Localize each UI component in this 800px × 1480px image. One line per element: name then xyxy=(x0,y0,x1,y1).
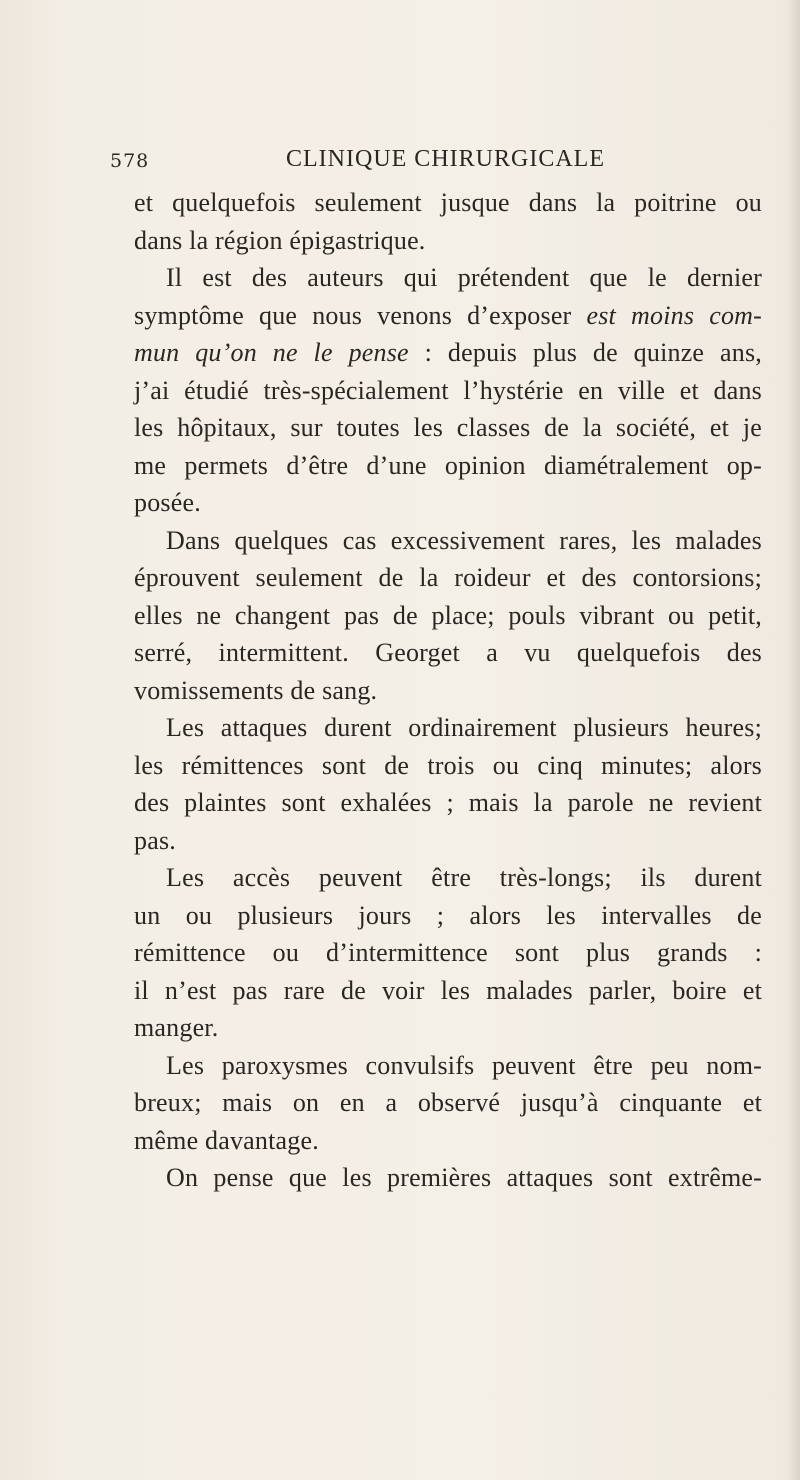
text-line: Les paroxysmes convulsifs peuvent être peu nom- xyxy=(166,1050,762,1080)
text-line: vomissements de sang. xyxy=(134,675,378,705)
text-line: pas. xyxy=(134,825,176,855)
text-line: elles ne changent pas de place; pouls vibrant ou petit, xyxy=(134,600,762,630)
text-line: Il est des auteurs qui prétendent que le dernier xyxy=(166,263,762,292)
text-line xyxy=(134,334,762,372)
text-line: manger. xyxy=(134,1013,219,1042)
text-line: breux; mais on en a observé jusqu’à cinquante et xyxy=(134,1088,762,1117)
text-line: rémittence ou d’intermittence sont plus grands : xyxy=(134,938,762,967)
text-line: les rémittences sont de trois ou cinq minutes; alors xyxy=(134,750,762,780)
text-line: des plaintes sont exhalées ; mais la parole ne revient xyxy=(134,788,762,817)
text-line: il n’est pas rare de voir les malades parler, boire et xyxy=(134,975,762,1005)
text-line: et quelquefois seulement jusque dans la poitrine ou xyxy=(134,188,762,217)
text-line: éprouvent seulement de la roideur et des contorsions; xyxy=(134,563,762,592)
body-text xyxy=(134,184,762,1197)
text-line: me permets d’être d’une opinion diamétralement op- xyxy=(134,450,762,480)
text-run: : depuis plus de quinze ans, xyxy=(408,338,762,367)
text-line: un ou plusieurs jours ; alors les intervalles de xyxy=(134,900,762,930)
text-line: Dans quelques cas excessivement rares, les malades xyxy=(166,525,762,555)
text-line: posée. xyxy=(134,488,201,517)
page-header xyxy=(110,140,760,180)
text-line: même davantage. xyxy=(134,1125,319,1155)
text-line xyxy=(134,297,762,335)
page-edge-shadow xyxy=(786,0,800,1480)
text-line: dans la région épigastrique. xyxy=(134,225,426,255)
text-line: Les attaques durent ordinairement plusieurs heures; xyxy=(166,713,762,742)
text-line: Les accès peuvent être très-longs; ils durent xyxy=(166,863,762,892)
text-line: j’ai étudié très-spécialement l’hystérie en ville et dans xyxy=(134,375,762,405)
page-number: 578 xyxy=(110,150,150,172)
text-line: On pense que les premières attaques sont extrême- xyxy=(166,1163,762,1192)
text-line: serré, intermittent. Georget a vu quelquefois des xyxy=(134,638,762,667)
running-title: CLINIQUE CHIRURGICALE xyxy=(286,146,605,172)
italic-text-run: est moins com- xyxy=(586,300,762,330)
text-run: symptôme que nous venons d’exposer xyxy=(134,300,587,330)
text-line: les hôpitaux, sur toutes les classes de la société, et je xyxy=(134,413,762,442)
italic-text-run: mun qu’on ne le pense xyxy=(134,338,409,367)
